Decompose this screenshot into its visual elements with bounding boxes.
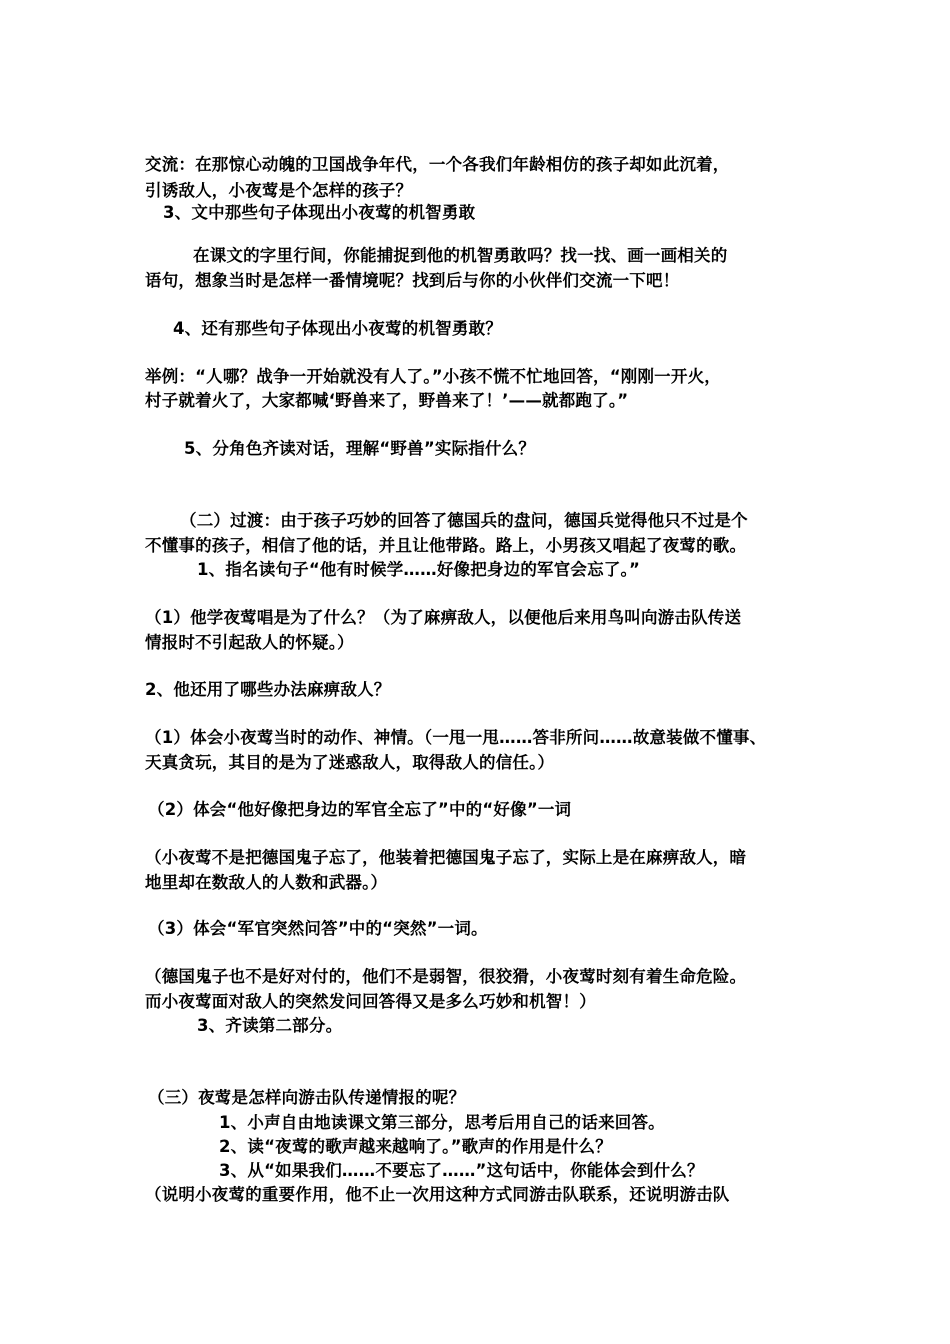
text-line: 在课文的字里行间，你能捕捉到他的机智勇敢吗？找一找、画一画相关的 <box>193 246 728 265</box>
text-line: 村子就着火了，大家都喊‘野兽来了，野兽来了！’——就都跑了。” <box>145 391 629 410</box>
text-line: （德国鬼子也不是好对付的，他们不是弱智，很狡猾，小夜莺时刻有着生命危险。 <box>145 967 747 986</box>
text-line: 3、从“如果我们……不要忘了……”这句话中，你能体会到什么？ <box>219 1161 704 1180</box>
text-line: 引诱敌人，小夜莺是个怎样的孩子？ <box>145 181 413 200</box>
text-line: （小夜莺不是把德国鬼子忘了，他装着把德国鬼子忘了，实际上是在麻痹敌人，暗 <box>145 848 747 867</box>
text-line: 情报时不引起敌人的怀疑。） <box>145 633 354 652</box>
text-line: 天真贪玩，其目的是为了迷惑敌人，取得敌人的信任。） <box>145 753 555 772</box>
text-line: 不懂事的孩子，相信了他的话，并且让他带路。路上，小男孩又唱起了夜莺的歌。 <box>145 536 747 555</box>
text-line: 而小夜莺面对敌人的突然发问回答得又是多么巧妙和机智！） <box>145 992 596 1011</box>
text-line: 地里却在数敌人的人数和武器。） <box>145 873 388 892</box>
text-line: （1）体会小夜莺当时的动作、神情。（一甩一甩……答非所问……故意装做不懂事、 <box>145 728 767 747</box>
text-line: 2、读“夜莺的歌声越来越响了。”歌声的作用是什么？ <box>219 1137 612 1156</box>
text-line: 交流：在那惊心动魄的卫国战争年代，一个各我们年龄相仿的孩子却如此沉着， <box>145 155 730 174</box>
text-line: 举例：“人哪？战争一开始就没有人了。”小孩不慌不忙地回答，“刚刚一开火， <box>145 367 721 386</box>
text-line: （说明小夜莺的重要作用，他不止一次用这种方式同游击队联系，还说明游击队 <box>145 1185 730 1204</box>
text-line: （1）他学夜莺唱是为了什么？（为了麻痹敌人，以便他后来用鸟叫向游击队传送 <box>145 608 742 627</box>
text-line: 3、齐读第二部分。 <box>197 1016 343 1035</box>
text-line: 5、分角色齐读对话，理解“野兽”实际指什么？ <box>184 439 536 458</box>
text-line: （2）体会“他好像把身边的军官全忘了”中的“好像”一词 <box>148 800 572 819</box>
text-line: 2、他还用了哪些办法麻痹敌人？ <box>145 680 391 699</box>
text-line: （二）过渡：由于孩子巧妙的回答了德国兵的盘问，德国兵觉得他只不过是个 <box>180 511 748 530</box>
text-line: 1、指名读句子“他有时候学……好像把身边的军官会忘了。” <box>197 560 641 579</box>
text-line: 语句，想象当时是怎样一番情境呢？找到后与你的小伙伴们交流一下吧！ <box>145 271 680 290</box>
text-line: （三）夜莺是怎样向游击队传递情报的呢？ <box>148 1088 466 1107</box>
text-line: 3、文中那些句子体现出小夜莺的机智勇敢 <box>163 203 476 222</box>
text-line: 1、小声自由地读课文第三部分，思考后用自己的话来回答。 <box>219 1113 665 1132</box>
text-line: 4、还有那些句子体现出小夜莺的机智勇敢？ <box>173 319 502 338</box>
text-line: （3）体会“军官突然问答”中的“突然”一词。 <box>148 919 488 938</box>
